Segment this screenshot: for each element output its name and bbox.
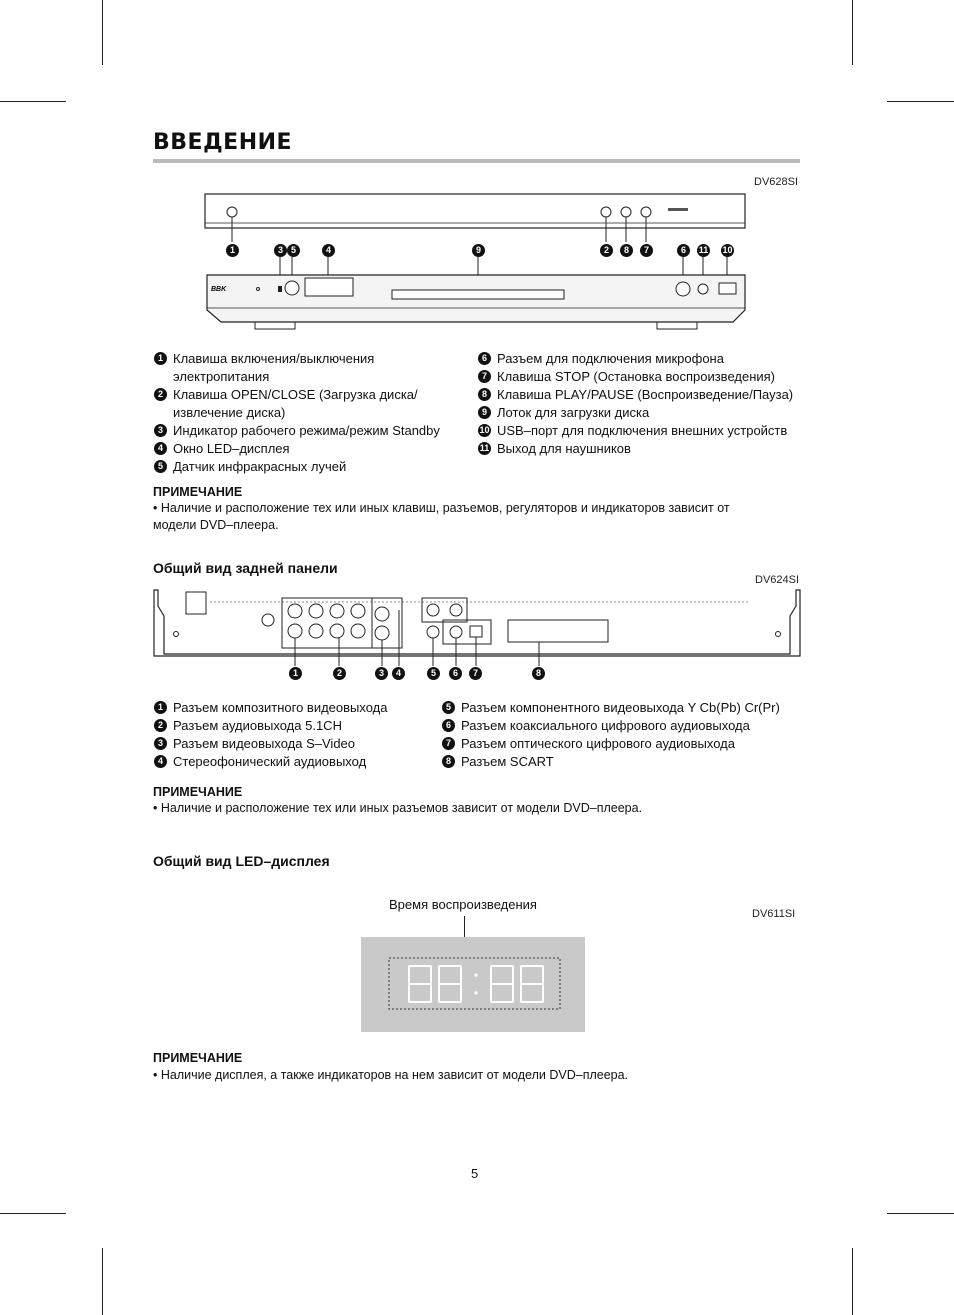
legend-text: Разъем композитного видеовыхода bbox=[173, 700, 388, 715]
front-model-label: DV628SI bbox=[754, 176, 799, 188]
callout-badge: 1 bbox=[154, 701, 167, 714]
crop-mark bbox=[852, 1248, 853, 1315]
list-item bbox=[154, 699, 434, 717]
callout-8: 8 bbox=[532, 667, 545, 680]
led-display-panel bbox=[361, 937, 585, 1032]
legend-text: Разъем для подключения микрофона bbox=[497, 351, 724, 366]
legend-text: Разъем видеовыхода S–Video bbox=[173, 736, 356, 751]
legend-text: Индикатор рабочего режима/режим Standby bbox=[173, 423, 440, 438]
callout-6: 6 bbox=[677, 244, 690, 257]
list-item bbox=[154, 386, 464, 422]
crop-mark bbox=[887, 101, 954, 102]
legend-text: Клавиша включения/выключения электропитания bbox=[173, 351, 375, 384]
callout-badge: 7 bbox=[478, 370, 491, 383]
callout-11: 11 bbox=[698, 245, 709, 255]
callout-badge: 5 bbox=[442, 701, 455, 714]
led-note-heading: ПРИМЕЧАНИЕ bbox=[153, 1051, 243, 1065]
callout-badge: 5 bbox=[154, 460, 167, 473]
front-note-text: • Наличие и расположение тех или иных клавиш, разъемов, регуляторов и индикаторов зависит от модели DVD–плеера. bbox=[153, 501, 730, 532]
rear-legend-right bbox=[442, 699, 802, 771]
list-item bbox=[478, 368, 808, 386]
page-number: 5 bbox=[471, 1166, 479, 1181]
crop-mark bbox=[852, 0, 853, 65]
callout-badge: 2 bbox=[154, 719, 167, 732]
title-underline bbox=[153, 159, 800, 163]
list-item bbox=[154, 735, 434, 753]
callout-10: 10 bbox=[722, 245, 733, 255]
rear-note-text: • Наличие и расположение тех или иных разъемов зависит от модели DVD–плеера. bbox=[153, 801, 643, 815]
legend-text: Клавиша STOP (Остановка воспроизведения) bbox=[497, 369, 776, 384]
list-item bbox=[154, 350, 464, 386]
callout-badge: 7 bbox=[442, 737, 455, 750]
list-item bbox=[154, 422, 464, 440]
legend-text: Разъем SCART bbox=[461, 754, 554, 769]
list-item bbox=[442, 699, 802, 717]
list-item bbox=[442, 717, 802, 735]
legend-text: Датчик инфракрасных лучей bbox=[173, 459, 347, 474]
callout-badge: 1 bbox=[154, 352, 167, 365]
led-segment-digits bbox=[361, 937, 585, 1032]
list-item bbox=[478, 386, 808, 404]
callout-1: 1 bbox=[226, 244, 239, 257]
callout-2: 2 bbox=[600, 244, 613, 257]
legend-text: Лоток для загрузки диска bbox=[497, 405, 650, 420]
list-item bbox=[478, 422, 808, 440]
crop-mark bbox=[0, 101, 66, 102]
led-note-text: • Наличие дисплея, а также индикаторов на нем зависит от модели DVD–плеера. bbox=[153, 1068, 629, 1082]
crop-mark bbox=[0, 1213, 66, 1214]
callout-badge: 8 bbox=[478, 388, 491, 401]
callout-badge: 2 bbox=[154, 388, 167, 401]
callout-6: 6 bbox=[449, 667, 462, 680]
list-item bbox=[442, 753, 802, 771]
callout-2: 2 bbox=[333, 667, 346, 680]
callout-3: 3 bbox=[375, 667, 388, 680]
legend-text: Разъем аудиовыхода 5.1CH bbox=[173, 718, 342, 733]
list-item bbox=[442, 735, 802, 753]
rear-model-label: DV624SI bbox=[755, 574, 800, 586]
rear-section-heading: Общий вид задней панели bbox=[153, 560, 338, 576]
legend-text: Окно LED–дисплея bbox=[173, 441, 290, 456]
list-item bbox=[154, 440, 464, 458]
callout-badge: 3 bbox=[154, 737, 167, 750]
legend-text: Разъем компонентного видеовыхода Y Cb(Pb) Cr(Pr) bbox=[461, 700, 780, 715]
svg-text:BBK: BBK bbox=[211, 286, 227, 293]
callout-badge: 8 bbox=[442, 755, 455, 768]
callout-badge: 11 bbox=[479, 443, 490, 453]
legend-text: Разъем оптического цифрового аудиовыхода bbox=[461, 736, 735, 751]
list-item bbox=[154, 458, 464, 476]
callout-4: 4 bbox=[392, 667, 405, 680]
led-time-label: Время воспроизведения bbox=[389, 897, 537, 912]
callout-badge: 4 bbox=[154, 442, 167, 455]
rear-note-heading: ПРИМЕЧАНИЕ bbox=[153, 785, 243, 799]
callout-badge: 9 bbox=[478, 406, 491, 419]
callout-badge: 4 bbox=[154, 755, 167, 768]
callout-7: 7 bbox=[640, 244, 653, 257]
crop-mark bbox=[102, 1248, 103, 1315]
callout-7: 7 bbox=[469, 667, 482, 680]
led-model-label: DV611SI bbox=[752, 908, 796, 920]
callout-badge: 3 bbox=[154, 424, 167, 437]
list-item bbox=[478, 404, 808, 422]
callout-badge: 6 bbox=[478, 352, 491, 365]
crop-mark bbox=[102, 0, 103, 65]
callout-badge: 10 bbox=[479, 425, 490, 435]
front-note-heading: ПРИМЕЧАНИЕ bbox=[153, 485, 243, 499]
callout-5: 5 bbox=[287, 244, 300, 257]
callout-badge: 6 bbox=[442, 719, 455, 732]
list-item bbox=[154, 753, 434, 771]
legend-text: USB–порт для подключения внешних устройств bbox=[497, 423, 788, 438]
front-legend-left bbox=[154, 350, 464, 476]
callout-9: 9 bbox=[472, 244, 485, 257]
led-section-heading: Общий вид LED–дисплея bbox=[153, 853, 330, 869]
front-panel-illustration bbox=[195, 190, 760, 335]
callout-1: 1 bbox=[289, 667, 302, 680]
list-item bbox=[478, 350, 808, 368]
callout-3: 3 bbox=[274, 244, 287, 257]
front-legend-right bbox=[478, 350, 808, 458]
legend-text: Разъем коаксиального цифрового аудиовыхода bbox=[461, 718, 750, 733]
crop-mark bbox=[887, 1213, 954, 1214]
legend-text: Клавиша PLAY/PAUSE (Воспроизведение/Пауза) bbox=[497, 387, 794, 402]
legend-text: Клавиша OPEN/CLOSE (Загрузка диска/ извлечение диска) bbox=[173, 387, 418, 420]
callout-8: 8 bbox=[620, 244, 633, 257]
legend-text: Выход для наушников bbox=[497, 441, 631, 456]
list-item bbox=[478, 440, 808, 458]
callout-5: 5 bbox=[427, 667, 440, 680]
legend-text: Стереофонический аудиовыход bbox=[173, 754, 367, 769]
page-title: ВВЕДЕНИЕ bbox=[153, 130, 293, 155]
rear-legend-left bbox=[154, 699, 434, 771]
callout-4: 4 bbox=[322, 244, 335, 257]
list-item bbox=[154, 717, 434, 735]
